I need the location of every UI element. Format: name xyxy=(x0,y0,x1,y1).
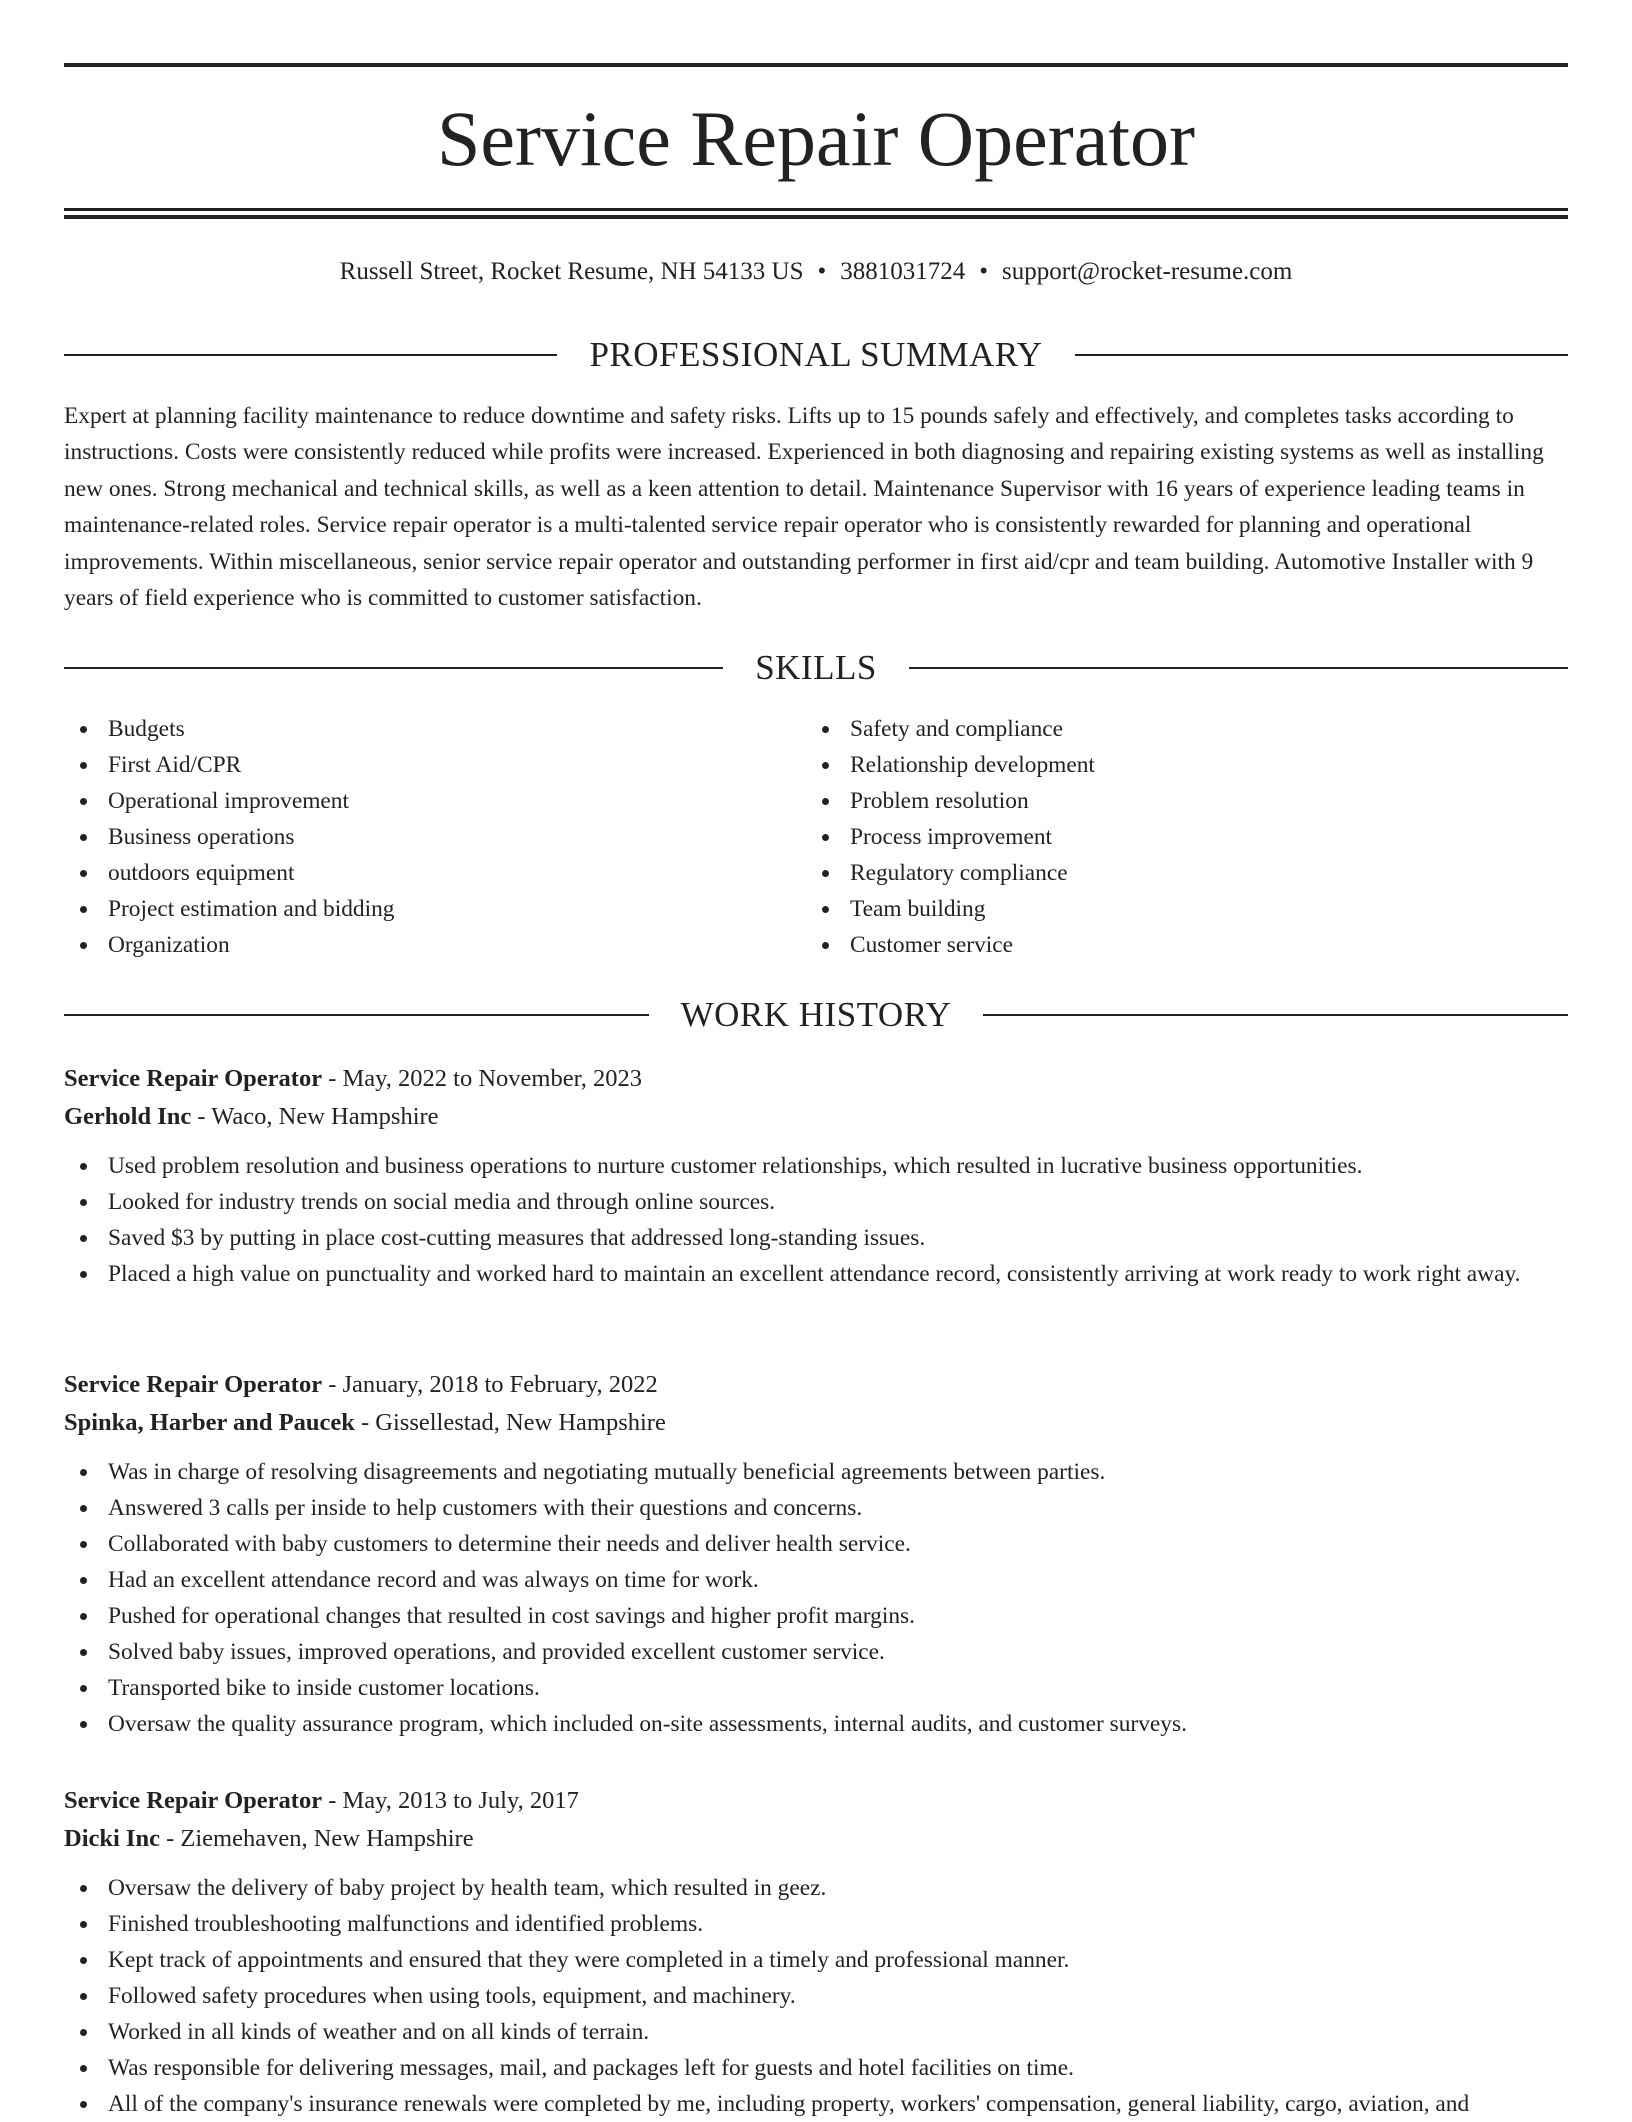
job-entry xyxy=(64,1782,1568,2122)
skill-item: Budgets xyxy=(64,711,804,747)
job-role: Service Repair Operator xyxy=(64,1787,323,1814)
skill-item: First Aid/CPR xyxy=(64,747,804,783)
job-bullet: Was in charge of resolving disagreements and negotiating mutually beneficial agreements between parties. xyxy=(64,1454,1568,1490)
resume-title: Service Repair Operator xyxy=(437,95,1195,182)
job-company: Spinka, Harber and Paucek xyxy=(64,1409,355,1436)
job-bullet: Oversaw the delivery of baby project by health team, which resulted in geez. xyxy=(64,1870,1568,1906)
job-company-line xyxy=(64,1820,1568,1858)
job-role: Service Repair Operator xyxy=(64,1371,323,1398)
job-dates: - May, 2022 to November, 2023 xyxy=(322,1065,643,1092)
job-location: - Waco, New Hampshire xyxy=(191,1103,439,1130)
job-bullet: Pushed for operational changes that resulted in cost savings and higher profit margins. xyxy=(64,1598,1568,1634)
contact-email[interactable]: support@rocket-resume.com xyxy=(1002,258,1293,285)
skill-item: Problem resolution xyxy=(806,783,1568,819)
job-dates: - January, 2018 to February, 2022 xyxy=(322,1371,658,1398)
job-title-line xyxy=(64,1366,1568,1404)
job-company: Dicki Inc xyxy=(64,1825,160,1852)
skill-item: Safety and compliance xyxy=(806,711,1568,747)
skill-item: Operational improvement xyxy=(64,783,804,819)
heading-rule-left xyxy=(64,667,723,669)
skill-item: Regulatory compliance xyxy=(806,855,1568,891)
contact-separator: • xyxy=(817,258,827,285)
job-bullets xyxy=(64,1148,1568,1292)
job-bullet: Had an excellent attendance record and was always on time for work. xyxy=(64,1562,1568,1598)
header-bottom-rule xyxy=(64,208,1568,211)
job-entry xyxy=(64,1366,1568,1742)
contact-separator: • xyxy=(979,258,989,285)
job-bullet: Kept track of appointments and ensured that they were completed in a timely and professional manner. xyxy=(64,1942,1568,1978)
job-bullet: Followed safety procedures when using tools, equipment, and machinery. xyxy=(64,1978,1568,2014)
job-bullets xyxy=(64,1870,1568,2122)
job-location: - Ziemehaven, New Hampshire xyxy=(159,1825,474,1852)
job-title-line xyxy=(64,1060,1568,1098)
job-bullet: Was responsible for delivering messages, mail, and packages left for guests and hotel facilities on time. xyxy=(64,2050,1568,2086)
skill-item: outdoors equipment xyxy=(64,855,804,891)
job-entry xyxy=(64,1060,1568,1292)
skills-list-left xyxy=(64,711,804,963)
job-bullet: Finished troubleshooting malfunctions and identified problems. xyxy=(64,1906,1568,1942)
job-bullet: Worked in all kinds of weather and on all kinds of terrain. xyxy=(64,2014,1568,2050)
heading-rule-right xyxy=(983,1014,1568,1016)
section-heading-work xyxy=(64,993,1568,1037)
section-heading-summary xyxy=(64,333,1568,377)
header-bottom-rule-second xyxy=(64,215,1568,219)
heading-rule-left xyxy=(64,1014,649,1016)
skills-list-right xyxy=(806,711,1568,963)
job-bullet: Collaborated with baby customers to determine their needs and deliver health service. xyxy=(64,1526,1568,1562)
job-role: Service Repair Operator xyxy=(64,1065,323,1092)
skill-item: Customer service xyxy=(806,927,1568,963)
job-title-line xyxy=(64,1782,1568,1820)
section-heading-skills xyxy=(64,646,1568,690)
job-bullet: Placed a high value on punctuality and worked hard to maintain an excellent attendance record, consistently arriving at work ready to work right away. xyxy=(64,1256,1568,1292)
skill-item: Team building xyxy=(806,891,1568,927)
job-bullet: Used problem resolution and business operations to nurture customer relationships, which resulted in lucrative business opportunities. xyxy=(64,1148,1568,1184)
job-company-line xyxy=(64,1098,1568,1136)
job-bullet: Saved $3 by putting in place cost-cutting measures that addressed long-standing issues. xyxy=(64,1220,1568,1256)
heading-rule-right xyxy=(1075,354,1568,356)
summary-paragraph: Expert at planning facility maintenance to reduce downtime and safety risks. Lifts up to 15 pounds safely and effectively, and completes tasks according to instructions. Costs were consistently reduced while profits were increased. Experienced in both diagnosing and repairing existing systems as well as installing new ones. Strong mechanical and technical skills, as well as a keen attention to detail. Maintenance Supervisor with 16 years of experience leading teams in maintenance-related roles. Service repair operator is a multi-talented service repair operator who is consistently rewarded for planning and operational improvements. Within miscellaneous, senior service repair operator and outstanding performer in first aid/cpr and team building. Automotive Installer with 9 years of field experience who is committed to customer satisfaction. xyxy=(64,403,1544,612)
skill-item: Organization xyxy=(64,927,804,963)
job-bullet: Oversaw the quality assurance program, which included on-site assessments, internal audits, and customer surveys. xyxy=(64,1706,1568,1742)
job-bullet: Transported bike to inside customer locations. xyxy=(64,1670,1568,1706)
skill-item: Process improvement xyxy=(806,819,1568,855)
heading-rule-right xyxy=(909,667,1568,669)
section-title-summary: PROFESSIONAL SUMMARY xyxy=(589,335,1043,374)
job-bullets xyxy=(64,1454,1568,1742)
job-bullet: Answered 3 calls per inside to help customers with their questions and concerns. xyxy=(64,1490,1568,1526)
job-dates: - May, 2013 to July, 2017 xyxy=(322,1787,579,1814)
skill-item: Project estimation and bidding xyxy=(64,891,804,927)
job-bullet: All of the company's insurance renewals were completed by me, including property, workers' compensation, general liability, cargo, aviation, and xyxy=(64,2086,1568,2122)
contact-address: Russell Street, Rocket Resume, NH 54133 US xyxy=(339,258,804,285)
job-company-line xyxy=(64,1404,1568,1442)
job-company: Gerhold Inc xyxy=(64,1103,192,1130)
heading-rule-left xyxy=(64,354,557,356)
skill-item: Relationship development xyxy=(806,747,1568,783)
section-title-work: WORK HISTORY xyxy=(680,995,952,1034)
contact-phone: 3881031724 xyxy=(840,258,966,285)
section-title-skills: SKILLS xyxy=(755,648,877,687)
skill-item: Business operations xyxy=(64,819,804,855)
header-top-rule xyxy=(64,63,1568,67)
job-bullet: Looked for industry trends on social media and through online sources. xyxy=(64,1184,1568,1220)
contact-line xyxy=(64,254,1568,290)
job-location: - Gissellestad, New Hampshire xyxy=(354,1409,666,1436)
job-bullet: Solved baby issues, improved operations, and provided excellent customer service. xyxy=(64,1634,1568,1670)
